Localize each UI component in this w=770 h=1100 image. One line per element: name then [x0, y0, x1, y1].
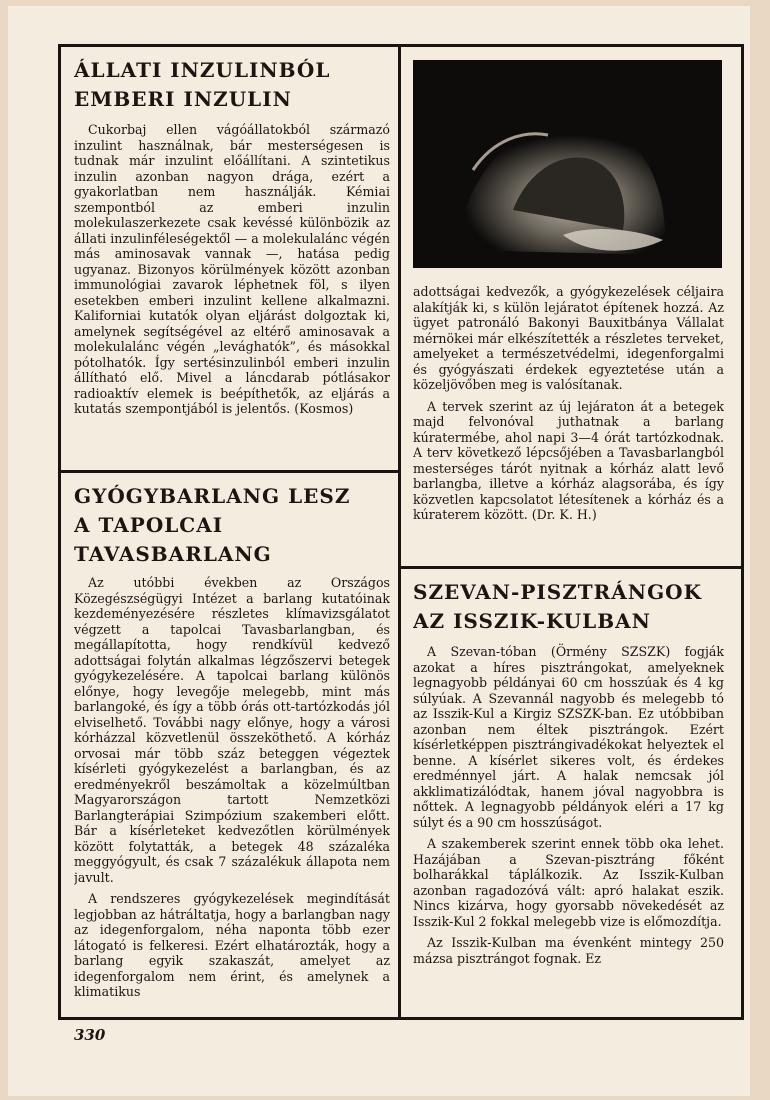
title-line: TAVASBARLANG [74, 542, 272, 566]
article-body [74, 575, 390, 1000]
title-line: AZ ISSZIK-KULBAN [413, 609, 651, 633]
page-number: 330 [74, 1026, 106, 1044]
article-animal-insulin [74, 56, 390, 466]
article-healing-cave-continued [413, 284, 724, 564]
left-section-divider [58, 470, 400, 473]
article-title [74, 482, 390, 569]
article-body [74, 122, 390, 417]
paragraph: A Szevan-tóban (Örmény SZSZK) fogják azokat a híres pisztrángokat, amelyeknek legnagyobb példányai 60 cm hosszúak és 4 kg súlyúak. A Szevannál nagyobb és melegebb tó az Isszik-Kul a Kirgiz SZSZK-ban. Ez utóbbiban azonban nem éltek pisztrángok. Ezért kísérletképpen pisztrángivadékokat helyeztek el benne. A kísérlet sikeres volt, és érdekes eredménnyel járt. A halak nemcsak jól akklimatizálódtak, hanem jóval nagyobbra is nőttek. A legnagyobb példányok eléri a 17 kg súlyt és a 90 cm hosszúságot. [413, 644, 724, 830]
title-line: GYÓGYBARLANG LESZ [74, 484, 351, 508]
paragraph: Az utóbbi években az Országos Közegészségügyi Intézet a barlang kutatóinak kezdeményezésére részletes klímavizsgálatot végzett a tapolcai Tavasbarlangban, és megállapította, hogy rendkívül kedvező adottságai folytán alkalmas légzőszervi betegek gyógykezelésére. A tapolcai barlang különös előnye, hogy levegője melegebb, mint más barlangoké, és így a több órás ott-tartózkodás jól elviselhető. További nagy előnye, hogy a városi kórházzal közvetlenül összeköthető. A kórház orvosai már több száz beteggen végeztek kísérleti gyógykezelést a barlangban, és az eredményekről beszámoltak a közelmúltban Magyarországon tartott Nemzetközi Barlangterápiai Szimpózium szakemberi előtt. Bár a kísérleteket kedvezőtlen körülmények között folytatták, a betegek 48 százaléka meggyógyult, és csak 7 százalékuk állapota nem javult. [74, 575, 390, 885]
paragraph: A tervek szerint az új lejáraton át a betegek majd felvonóval juthatnak a barlang kúratermébe, ahol napi 3—4 órát tartózkodnak. A terv következő lépcsőjében a Tavasbarlangból mesterséges tárót nyitnak a kórház alatt levő barlangba, illetve a kórház alagsorába, és így közvetlen kapcsolatot létesítenek a kórház és a kúraterem között. (Dr. K. H.) [413, 398, 724, 522]
title-line: A TAPOLCAI [74, 513, 224, 537]
title-line: SZEVAN-PISZTRÁNGOK [413, 580, 702, 604]
article-body [413, 644, 724, 966]
article-title [74, 56, 390, 114]
title-line: ÁLLATI INZULINBÓL [74, 58, 331, 82]
article-body [413, 284, 724, 523]
article-title [413, 578, 724, 636]
paragraph: A szakemberek szerint ennek több oka lehet. Hazájában a Szevan-pisztráng főként bolharákkal táplálkozik. Az Isszik-Kulban azonban ragadozóvá vált: apró halakat eszik. Nincs kizárva, hogy gyorsabb növekedését az Isszik-Kul 2 fokkal melegebb vize is előmozdítja. [413, 836, 724, 929]
article-healing-cave [74, 482, 390, 1016]
cave-image [413, 60, 722, 268]
column-divider [398, 44, 401, 1020]
article-trout [413, 578, 724, 1016]
paragraph: adottságai kedvezők, a gyógykezelések céljaira alakítják ki, s külön lejáratot építenek hozzá. Az ügyet patronáló Bakonyi Bauxitbánya Vállalat mérnökei már elkészítették a részletes terveket, amelyeket a természetvédelmi, idegenforgalmi és gyógyászati érdekek egyeztetése után a közeljövőben meg is valósítanak. [413, 284, 724, 392]
paragraph: Az Isszik-Kulban ma évenként mintegy 250 mázsa pisztrángot fognak. Ez [413, 935, 724, 966]
right-section-divider [398, 566, 744, 569]
paragraph: Cukorbaj ellen vágóállatokból származó inzulint használnak, bár mesterségesen is tudnak már inzulint előállítani. A szintetikus inzulin azonban nagyon drága, ezért a gyakorlatban nem használják. Kémiai szempontból az emberi inzulin molekulaszerkezete csak kevéssé különbözik az állati inzulinféleségektől — a molekulalánc végén más aminosavak vannak —, hatása pedig ugyanaz. Bizonyos körülmények között azonban immunológiai zavarok léphetnek föl, s ilyen esetekben emberi inzulint kellene alkalmazni. Kaliforniai kutatók olyan eljárást dolgoztak ki, amelynek segítségével az eltérő aminosavak a molekulalánc végén „levághatók”, és másokkal pótolhatók. Így sertésinzulinból emberi inzulin állítható elő. Mivel a láncdarab pótlásakor radioaktív elemek is beépíthetők, az eljárás a kutatás szempontjából is jelentős. (Kosmos) [74, 122, 390, 416]
cave-photo [413, 60, 722, 268]
title-line: EMBERI INZULIN [74, 87, 292, 111]
paragraph: A rendszeres gyógykezelések megindítását legjobban az hátráltatja, hogy a barlangban nagy az idegenforgalom, néha naponta több ezer látogató is felkeresi. Ezért elhatározták, hogy a barlang egyik szakaszát, amelyet az idegenforgalom nem érint, és amelynek a klimatikus [74, 891, 390, 999]
